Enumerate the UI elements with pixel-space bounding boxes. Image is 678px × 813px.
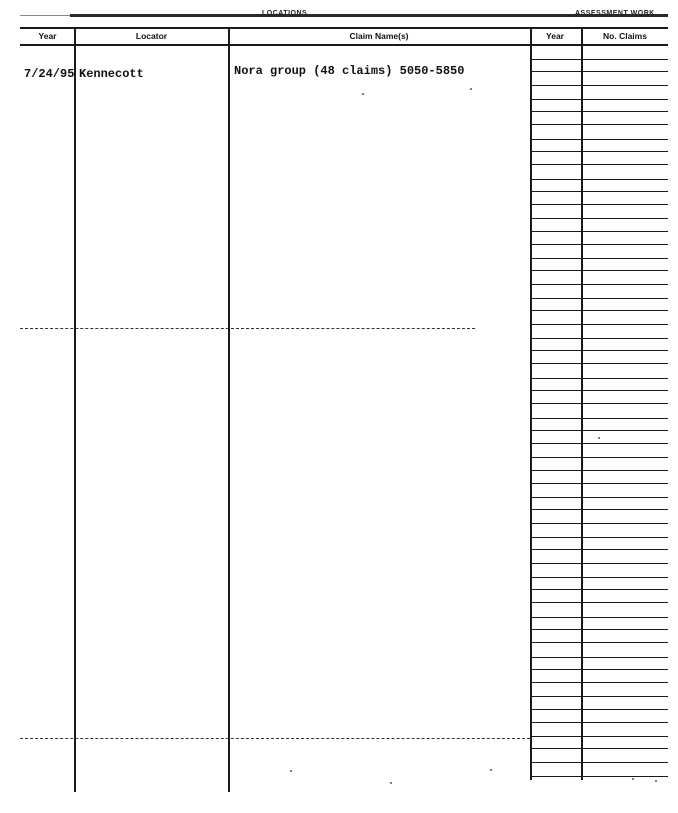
assessment-row-rule <box>530 523 668 524</box>
scan-speck <box>632 778 634 780</box>
assessment-row-rule <box>530 762 668 763</box>
assessment-row-rule <box>530 85 668 86</box>
assessment-row-rule <box>530 629 668 630</box>
column-header-year: Year <box>38 31 57 41</box>
assessment-row-rule <box>530 71 668 72</box>
assessment-row-rule <box>530 151 668 152</box>
assessment-row-rule <box>530 139 668 140</box>
assessment-row-rule <box>530 470 668 471</box>
scan-speck <box>470 88 472 90</box>
column-header-locator: Locator <box>135 31 168 41</box>
assessment-row-rule <box>530 298 668 299</box>
assessment-row-rule <box>530 577 668 578</box>
assessment-row-rule <box>530 418 668 419</box>
assessment-row-rule <box>530 709 668 710</box>
assessment-row-rule <box>530 218 668 219</box>
scan-speck <box>362 93 364 95</box>
assessment-row-rule <box>530 191 668 192</box>
assessment-row-rule <box>530 59 668 60</box>
column-rule-assessment-year <box>530 28 532 780</box>
assessment-row-rule <box>530 390 668 391</box>
page-fold-line-lower <box>20 738 530 739</box>
column-header-assessment-year: Year <box>546 31 564 41</box>
assessment-row-rule <box>530 443 668 444</box>
page-fold-line-upper <box>20 328 475 329</box>
assessment-row-rule <box>530 403 668 404</box>
assessment-row-rule <box>530 748 668 749</box>
column-rule-no-claims <box>581 28 583 780</box>
entry-year: 7/24/95 <box>24 67 75 81</box>
assessment-row-rule <box>530 642 668 643</box>
locations-section-label: LOCATIONS <box>262 10 308 17</box>
entry-locator: Kennecott <box>79 67 144 81</box>
assessment-row-rule <box>530 164 668 165</box>
column-rule-locator <box>74 28 76 792</box>
assessment-row-rule <box>530 284 668 285</box>
assessment-row-rule <box>530 549 668 550</box>
assessment-row-rule <box>530 602 668 603</box>
assessment-row-rule <box>530 722 668 723</box>
header-bottom-rule <box>20 44 668 46</box>
assessment-row-rule <box>530 231 668 232</box>
scan-speck <box>655 780 657 782</box>
assessment-row-rule <box>530 483 668 484</box>
assessment-row-rule <box>530 270 668 271</box>
assessment-row-rule <box>530 563 668 564</box>
assessment-row-rule <box>530 537 668 538</box>
assessment-row-rule <box>530 350 668 351</box>
assessment-row-rule <box>530 179 668 180</box>
assessment-row-rule <box>530 589 668 590</box>
assessment-row-rule <box>530 204 668 205</box>
assessment-row-rule <box>530 99 668 100</box>
assessment-section-label: ASSESSMENT WORK <box>575 10 655 17</box>
assessment-row-rule <box>530 258 668 259</box>
column-header-claim-names: Claim Name(s) <box>349 31 409 41</box>
assessment-row-rule <box>530 244 668 245</box>
assessment-row-rule <box>530 497 668 498</box>
assessment-row-rule <box>530 111 668 112</box>
assessment-row-rule <box>530 430 668 431</box>
assessment-row-rule <box>530 736 668 737</box>
assessment-row-rule <box>530 324 668 325</box>
column-rule-claim-names <box>228 28 230 792</box>
assessment-row-rule <box>530 363 668 364</box>
assessment-row-rule <box>530 338 668 339</box>
top-border-fade <box>20 15 70 16</box>
header-top-rule <box>20 27 668 29</box>
assessment-row-rule <box>530 457 668 458</box>
scan-speck <box>290 770 292 772</box>
assessment-row-rule <box>530 124 668 125</box>
assessment-row-rule <box>530 669 668 670</box>
entry-claim-names: Nora group (48 claims) 5050-5850 <box>234 64 465 78</box>
assessment-row-rule <box>530 682 668 683</box>
scan-speck <box>390 782 392 784</box>
scan-speck <box>598 437 600 439</box>
assessment-row-rule <box>530 509 668 510</box>
assessment-row-rule <box>530 696 668 697</box>
assessment-row-rule <box>530 310 668 311</box>
scan-speck <box>490 769 492 771</box>
assessment-row-rule <box>530 617 668 618</box>
assessment-row-rule <box>530 776 668 777</box>
column-header-no-claims: No. Claims <box>603 31 647 41</box>
assessment-row-rule <box>530 378 668 379</box>
assessment-row-rule <box>530 657 668 658</box>
